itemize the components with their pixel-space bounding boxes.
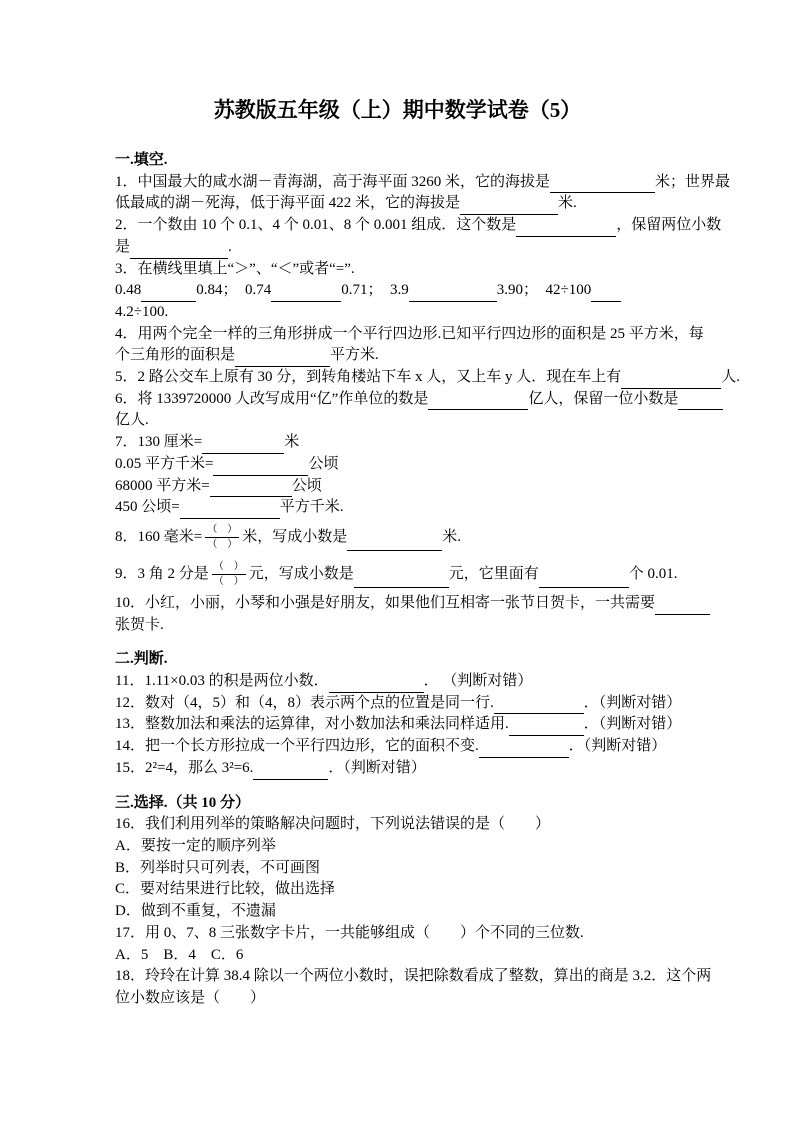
answer-blank [253,764,328,780]
text-segment: 3.90； 42÷100 [496,282,592,299]
text-segment: 1．中国最大的咸水湖－青海湖，高于海平面 3260 米，它的海拔是 [115,173,551,190]
text-segment: 米. [558,195,577,212]
text-segment: 450 公顷= [115,499,180,516]
text-segment: 13．整数加法和乘法的运算律，对小数加法和乘法同样适用. [115,716,509,733]
answer-blank [130,243,228,259]
text-line [115,410,680,432]
text-segment: 15．2²=4，那么 3²=6. [115,759,254,776]
text-segment: 亿人. [115,412,149,429]
text-segment: . [228,238,232,255]
text-line [115,556,680,593]
text-line [115,237,680,259]
text-line [115,172,731,194]
text-segment: 公顷 [291,477,322,494]
text-segment: 元，它里面有 [448,565,539,582]
text-segment: 14．把一个长方形拉成一个平行四边形，它的面积不变. [115,738,479,755]
text-line [115,901,680,923]
text-line [115,966,712,988]
text-segment: ．（判断对错） [568,738,667,755]
text-line [115,593,680,615]
text-segment: 4．用两个完全一样的三角形拼成一个平行四边形.已知平行四边形的面积是 25 平方米，每 [115,325,704,342]
text-segment: ． （判断对错） [423,673,533,690]
text-line [115,814,680,836]
exam-body [115,150,741,1010]
text-line [115,259,680,281]
text-segment: D．做到不重复，不遗漏 [115,903,276,920]
text-segment: 是 [115,238,131,255]
answer-blank [460,199,558,215]
fraction-numerator: （ ） [212,561,246,575]
text-line [115,879,680,901]
answer-blank [591,286,621,302]
text-segment: 低最咸的湖－死海，低于海平面 422 米，它的海拔是 [115,195,461,212]
text-line [115,671,680,693]
text-line [115,736,680,758]
text-segment: B．列举时只可列表，不可画图 [115,859,321,876]
text-line [115,988,680,1010]
section-heading: 一.填空. [115,152,168,168]
text-segment: ．（判断对错） [328,759,426,776]
text-segment: ．（判断对错） [583,716,682,733]
text-segment: 68000 平方米= [115,477,210,494]
text-segment: 9．3 角 2 分是 [115,565,209,582]
text-segment: 16．我们利用列举的策略解决问题时，下列说法错误的是（ ） [115,816,551,833]
text-line [115,714,680,736]
answer-blank [329,677,424,693]
text-segment: C．要对结果进行比较，做出选择 [115,881,336,898]
text-segment: 米，写成小数是 [242,528,348,545]
text-line [115,280,680,302]
fraction-blank [205,524,239,551]
text-segment: 0.84； 0.74 [196,282,272,299]
answer-blank [479,742,569,758]
answer-blank [621,373,721,389]
text-segment: ．（判断对错） [583,694,682,711]
text-line [115,302,680,324]
text-segment: 位小数应该是（ ） [115,989,266,1006]
text-segment: 米. [442,528,461,545]
answer-blank [516,221,616,237]
answer-blank [180,503,280,519]
text-segment: 2．一个数由 10 个 0.1、4 个 0.01、8 个 0.001 组成．这个数是 [115,217,517,234]
text-line [115,215,722,237]
text-segment: 18．玲玲在计算 38.4 除以一个两位小数时，误把除数看成了整数，算出的商是 3.2．这个两 [115,968,712,985]
answer-blank [539,572,629,588]
answer-blank [235,351,330,367]
text-segment: 米 [284,434,300,451]
answer-blank [509,720,584,736]
text-segment: 0.71； 3.9 [341,282,409,299]
text-segment: 10．小红，小丽，小琴和小强是好朋友，如果他们互相寄一张节日贺卡，一共需要 [115,594,656,611]
text-segment: 亿人，保留一位小数是 [528,390,679,407]
text-line [115,432,680,454]
text-line [115,615,680,637]
section-heading: 二.判断. [115,651,168,668]
answer-blank [202,438,284,454]
text-line [115,519,680,556]
text-line [115,193,680,215]
text-line [115,476,680,498]
text-segment: 8．160 毫米= [115,528,203,545]
text-line [115,923,680,945]
text-segment: 个三角形的面积是 [115,347,236,364]
text-segment: 11．1.11×0.03 的积是两位小数． [115,673,329,690]
fraction-numerator: （ ） [205,524,239,538]
text-segment: 张贺卡. [115,616,164,633]
text-line [115,324,704,346]
answer-blank [494,698,584,714]
text-segment: 4.2÷100. [115,303,169,320]
text-segment: 元，写成小数是 [248,565,354,582]
answer-blank [428,394,528,410]
text-segment: ，保留两位小数 [616,217,722,234]
text-segment: 5．2 路公交车上原有 30 分，到转角楼站下车 x 人，又上车 y 人．现在车上有 [115,369,622,386]
fraction-denominator: （ ） [213,575,244,587]
answer-blank [409,286,497,302]
answer-blank [271,286,341,302]
section-heading: 三.选择.（共 10 分） [115,794,251,811]
text-line [115,454,680,476]
text-segment: 0.05 平方千米= [115,455,214,472]
answer-blank [210,481,292,497]
text-line [115,389,680,411]
text-segment: A．要按一定的顺序列举 [115,837,276,854]
answer-blank [678,394,723,410]
text-line [115,858,680,880]
text-segment: A．5 B．4 C．6 [115,946,244,963]
answer-blank [655,599,710,615]
answer-blank [213,460,308,476]
text-line [115,367,741,389]
text-segment: 米；世界最 [655,173,731,190]
text-segment: 平方千米. [279,499,344,516]
answer-blank [550,177,655,193]
text-segment: 3．在横线里填上“＞”、“＜”或者“=”. [115,260,355,277]
text-segment: 12．数对（4，5）和（4，8）表示两个点的位置是同一行. [115,694,494,711]
fraction-denominator: （ ） [207,538,238,550]
text-segment: 7．130 厘米= [115,434,203,451]
exam-page [115,0,741,1010]
answer-blank [347,535,442,551]
text-line [115,945,680,967]
text-line [115,758,680,780]
page-title: 苏教版五年级（上）期中数学试卷（5） [213,98,582,122]
text-segment: 个 0.01. [628,565,678,582]
text-line [115,497,680,519]
text-segment: 17．用 0、7、8 三张数字卡片，一共能够组成（ ）个不同的三位数. [115,924,584,941]
answer-blank [354,572,449,588]
text-line [115,693,680,715]
text-segment: 6．将 1339720000 人改写成用“亿”作单位的数是 [115,390,429,407]
fraction-blank [212,561,246,588]
text-segment: 平方米. [330,347,379,364]
answer-blank [141,286,196,302]
text-line [115,345,680,367]
text-segment: 公顷 [308,455,339,472]
text-line [115,836,680,858]
text-segment: 人. [721,369,741,386]
text-segment: 0.48 [115,282,142,299]
